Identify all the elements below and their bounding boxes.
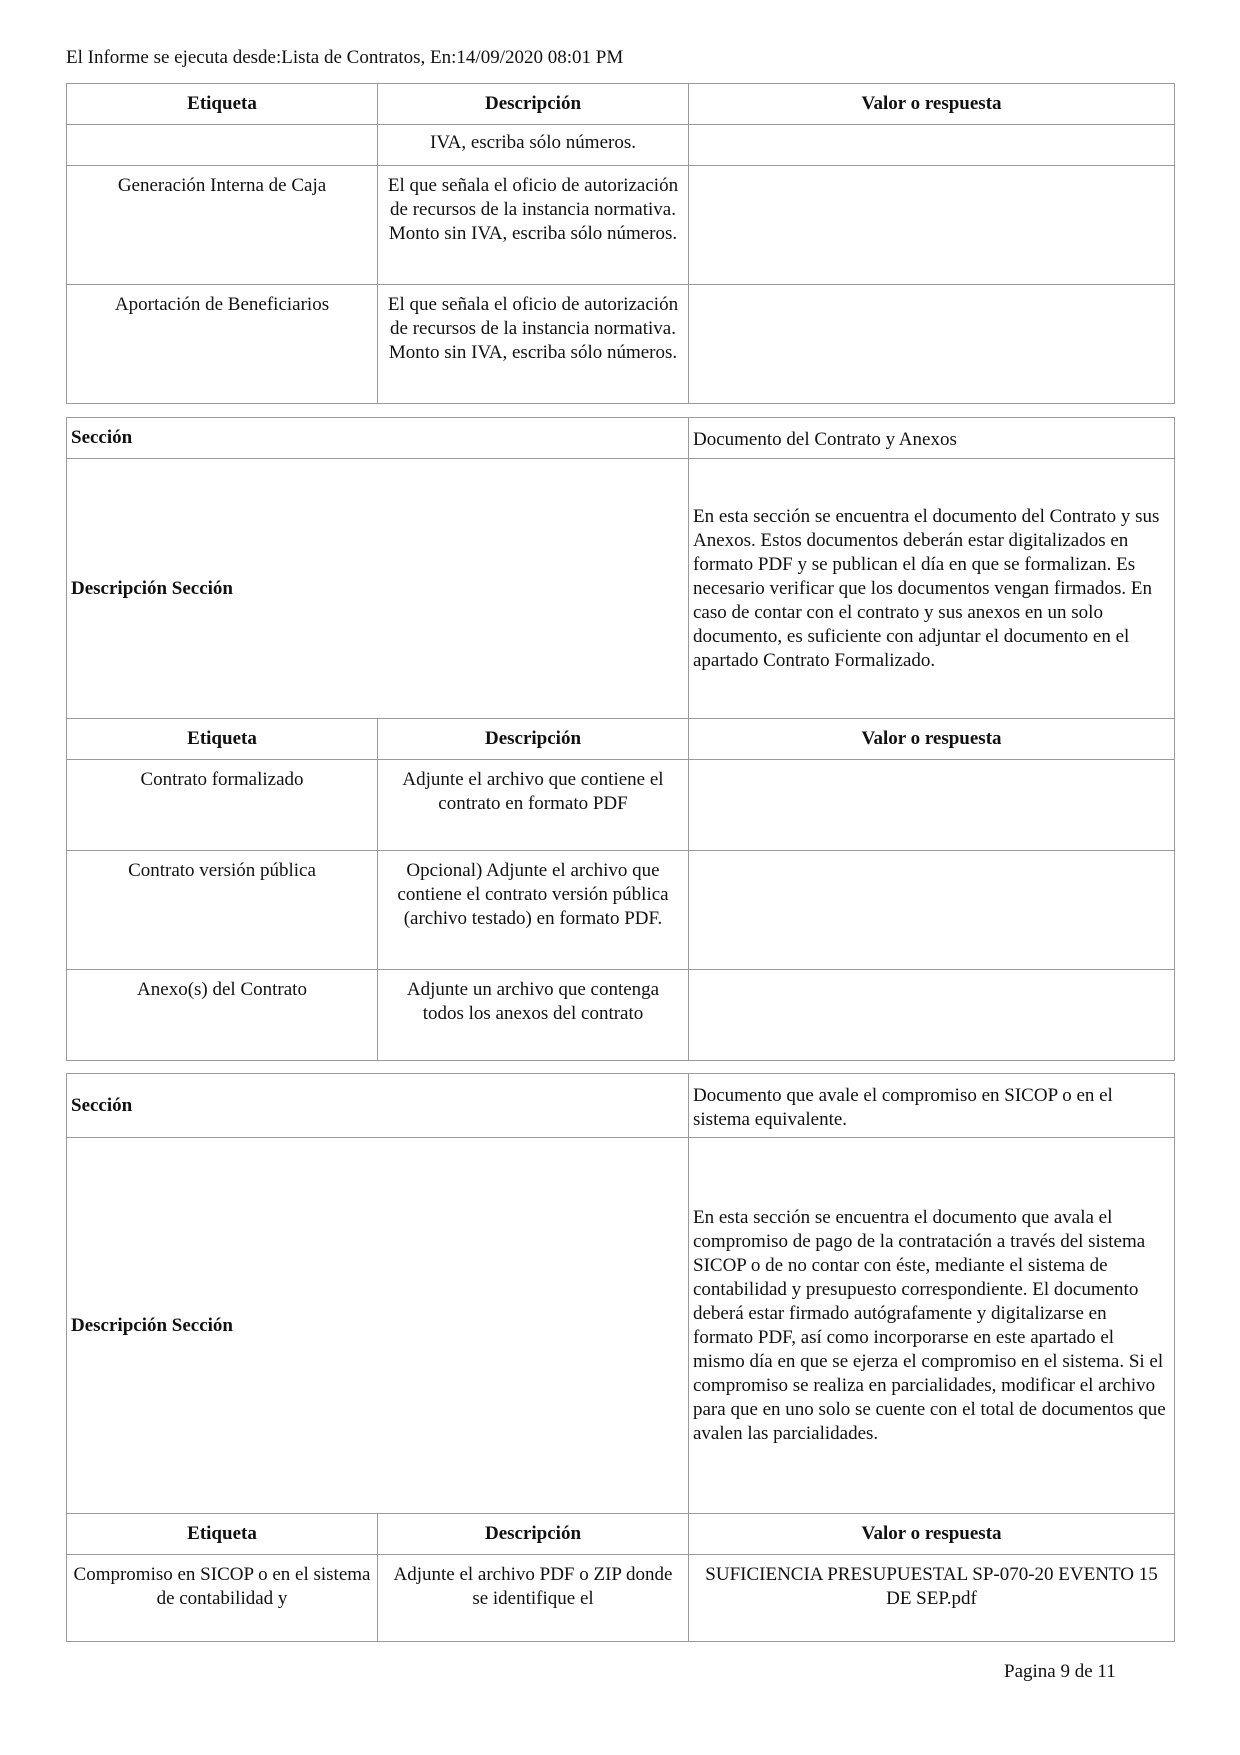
col-header-valor: Valor o respuesta: [689, 719, 1175, 760]
col-header-valor: Valor o respuesta: [689, 84, 1175, 125]
row-value: SUFICIENCIA PRESUPUESTAL SP-070-20 EVENTO 15 DE SEP.pdf: [689, 1555, 1175, 1642]
section-table-3: [66, 1073, 1175, 1642]
table-row: [67, 285, 1175, 404]
section-description-value: En esta sección se encuentra el documento del Contrato y sus Anexos. Estos documentos deberán estar digitalizados en formato PDF y se publican el día en que se formalizan. Es necesario verificar que los documentos vengan firmados. En caso de contar con el contrato y sus anexos en un solo documento, es suficiente con adjuntar el documento en el apartado Contrato Formalizado.: [689, 459, 1175, 719]
section-label: Sección: [67, 418, 689, 459]
table-header-row: [67, 84, 1175, 125]
section-description-row: [67, 459, 1175, 719]
section-table-2: [66, 417, 1175, 1061]
table-row: [67, 1555, 1175, 1642]
table-row: [67, 851, 1175, 970]
row-value: [689, 125, 1175, 166]
fields-table-1: [66, 83, 1175, 404]
col-header-etiqueta: Etiqueta: [67, 1514, 378, 1555]
report-header: El Informe se ejecuta desde:Lista de Contratos, En:14/09/2020 08:01 PM: [66, 47, 624, 68]
table-row: [67, 970, 1175, 1061]
section-row: [67, 418, 1175, 459]
row-label: Anexo(s) del Contrato: [67, 970, 378, 1061]
table-row: [67, 125, 1175, 166]
row-description: El que señala el oficio de autorización de recursos de la instancia normativa. Monto sin IVA, escriba sólo números.: [378, 166, 689, 285]
row-label: Generación Interna de Caja: [67, 166, 378, 285]
col-header-descripcion: Descripción: [378, 719, 689, 760]
col-header-descripcion: Descripción: [378, 84, 689, 125]
col-header-valor: Valor o respuesta: [689, 1514, 1175, 1555]
row-value: [689, 851, 1175, 970]
section-value: Documento del Contrato y Anexos: [689, 418, 1175, 459]
row-label: [67, 125, 378, 166]
section-value: Documento que avale el compromiso en SICOP o en el sistema equivalente.: [689, 1074, 1175, 1138]
section-description-row: [67, 1138, 1175, 1514]
col-header-descripcion: Descripción: [378, 1514, 689, 1555]
row-description: Adjunte un archivo que contenga todos los anexos del contrato: [378, 970, 689, 1061]
row-value: [689, 970, 1175, 1061]
col-header-etiqueta: Etiqueta: [67, 719, 378, 760]
section-description-label: Descripción Sección: [67, 459, 689, 719]
row-label: Contrato formalizado: [67, 760, 378, 851]
row-description: Opcional) Adjunte el archivo que contiene el contrato versión pública (archivo testado) en formato PDF.: [378, 851, 689, 970]
section-label: Sección: [67, 1074, 689, 1138]
table-header-row: [67, 1514, 1175, 1555]
row-description: Adjunte el archivo PDF o ZIP donde se identifique el: [378, 1555, 689, 1642]
row-label: Aportación de Beneficiarios: [67, 285, 378, 404]
row-value: [689, 285, 1175, 404]
page-number: Pagina 9 de 11: [1004, 1661, 1116, 1682]
row-description: IVA, escriba sólo números.: [378, 125, 689, 166]
row-description: El que señala el oficio de autorización de recursos de la instancia normativa. Monto sin IVA, escriba sólo números.: [378, 285, 689, 404]
section-description-value: En esta sección se encuentra el documento que avala el compromiso de pago de la contratación a través del sistema SICOP o de no contar con éste, mediante el sistema de contabilidad y presupuesto correspondiente. El documento deberá estar firmado autógrafamente y digitalizarse en formato PDF, así como incorporarse en este apartado el mismo día en que se ejerza el compromiso en el sistema. Si el compromiso se realiza en parcialidades, modificar el archivo para que en uno solo se cuente con el total de documentos que avalen las parcialidades.: [689, 1138, 1175, 1514]
row-description: Adjunte el archivo que contiene el contrato en formato PDF: [378, 760, 689, 851]
table-row: [67, 760, 1175, 851]
row-value: [689, 760, 1175, 851]
section-description-label: Descripción Sección: [67, 1138, 689, 1514]
row-label: Contrato versión pública: [67, 851, 378, 970]
row-label: Compromiso en SICOP o en el sistema de contabilidad y: [67, 1555, 378, 1642]
row-value: [689, 166, 1175, 285]
table-row: [67, 166, 1175, 285]
table-header-row: [67, 719, 1175, 760]
col-header-etiqueta: Etiqueta: [67, 84, 378, 125]
section-row: [67, 1074, 1175, 1138]
